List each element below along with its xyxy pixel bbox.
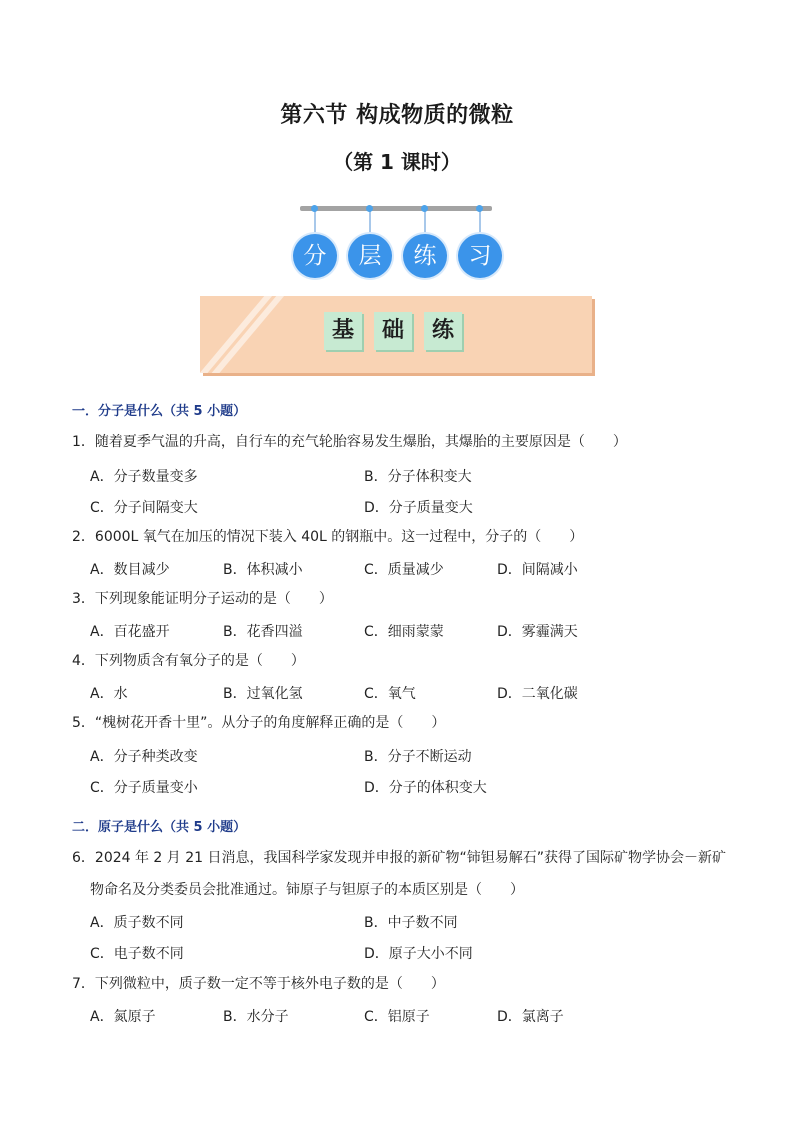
option-c[interactable]: C．铝原子 [364, 1009, 430, 1025]
option-a[interactable]: A．数目减少 [90, 562, 170, 578]
badge-pin [366, 205, 373, 212]
option-b[interactable]: B．分子不断运动 [364, 749, 472, 765]
badge-hanger-bar [300, 206, 492, 211]
option-b[interactable]: B．花香四溢 [223, 624, 303, 640]
option-d[interactable]: D．氯离子 [497, 1009, 564, 1025]
option-a[interactable]: A．分子种类改变 [90, 749, 198, 765]
badge-pin [476, 205, 483, 212]
badge-pin [311, 205, 318, 212]
page-subtitle: （第 1 课时） [333, 150, 461, 174]
page-title: 第六节 构成物质的微粒 [280, 103, 514, 128]
option-c[interactable]: C．分子间隔变大 [90, 500, 198, 516]
badge-string [424, 208, 426, 236]
option-d[interactable]: D．雾霾满天 [497, 624, 578, 640]
option-b[interactable]: B．体积减小 [223, 562, 303, 578]
option-a[interactable]: A．水 [90, 686, 128, 702]
option-d[interactable]: D．分子的体积变大 [364, 780, 487, 796]
badge-char: 分 [293, 234, 337, 278]
question-stem: 7．下列微粒中，质子数一定不等于核外电子数的是（ ） [72, 976, 445, 992]
banner-chars [324, 312, 462, 350]
option-a[interactable]: A．氮原子 [90, 1009, 156, 1025]
basic-practice-banner [200, 296, 592, 373]
badge-string [314, 208, 316, 236]
question-stem: 2．6000L 氧气在加压的情况下装入 40L 的钢瓶中。这一过程中，分子的（ ） [72, 529, 584, 545]
badge-pin [421, 205, 428, 212]
section-heading-molecule: 一．分子是什么（共 5 小题） [72, 404, 247, 419]
option-c[interactable]: C．质量减少 [364, 562, 444, 578]
badge-char: 层 [348, 234, 392, 278]
badge-string [479, 208, 481, 236]
option-b[interactable]: B．过氧化氢 [223, 686, 303, 702]
option-c[interactable]: C．氧气 [364, 686, 416, 702]
option-d[interactable]: D．原子大小不同 [364, 946, 473, 962]
option-d[interactable]: D．分子质量变大 [364, 500, 473, 516]
option-b[interactable]: B．中子数不同 [364, 915, 458, 931]
option-d[interactable]: D．间隔减小 [497, 562, 578, 578]
option-b[interactable]: B．水分子 [223, 1009, 289, 1025]
question-stem: 1．随着夏季气温的升高，自行车的充气轮胎容易发生爆胎，其爆胎的主要原因是（ ） [72, 434, 627, 450]
question-stem: 4．下列物质含有氧分子的是（ ） [72, 653, 305, 669]
question-stem-line2: 物命名及分类委员会批准通过。铈原子与钽原子的本质区别是（ ） [90, 882, 524, 898]
badge-string [369, 208, 371, 236]
banner-char: 基 [324, 312, 362, 350]
badge-char: 练 [403, 234, 447, 278]
option-a[interactable]: A．分子数量变多 [90, 469, 198, 485]
question-stem: 5．“槐树花开香十里”。从分子的角度解释正确的是（ ） [72, 715, 446, 731]
question-stem: 3．下列现象能证明分子运动的是（ ） [72, 591, 333, 607]
banner-char: 练 [424, 312, 462, 350]
question-stem-line1: 6．2024 年 2 月 21 日消息，我国科学家发现并申报的新矿物“铈钽易解石”获得了国际矿物学协会－新矿 [72, 850, 727, 866]
option-c[interactable]: C．分子质量变小 [90, 780, 198, 796]
banner-char: 础 [374, 312, 412, 350]
option-c[interactable]: C．电子数不同 [90, 946, 184, 962]
section-heading-atom: 二．原子是什么（共 5 小题） [72, 820, 247, 835]
option-d[interactable]: D．二氧化碳 [497, 686, 578, 702]
layered-practice-badge [288, 204, 508, 280]
option-a[interactable]: A．百花盛开 [90, 624, 170, 640]
option-c[interactable]: C．细雨蒙蒙 [364, 624, 444, 640]
option-a[interactable]: A．质子数不同 [90, 915, 184, 931]
badge-char: 习 [458, 234, 502, 278]
option-b[interactable]: B．分子体积变大 [364, 469, 472, 485]
